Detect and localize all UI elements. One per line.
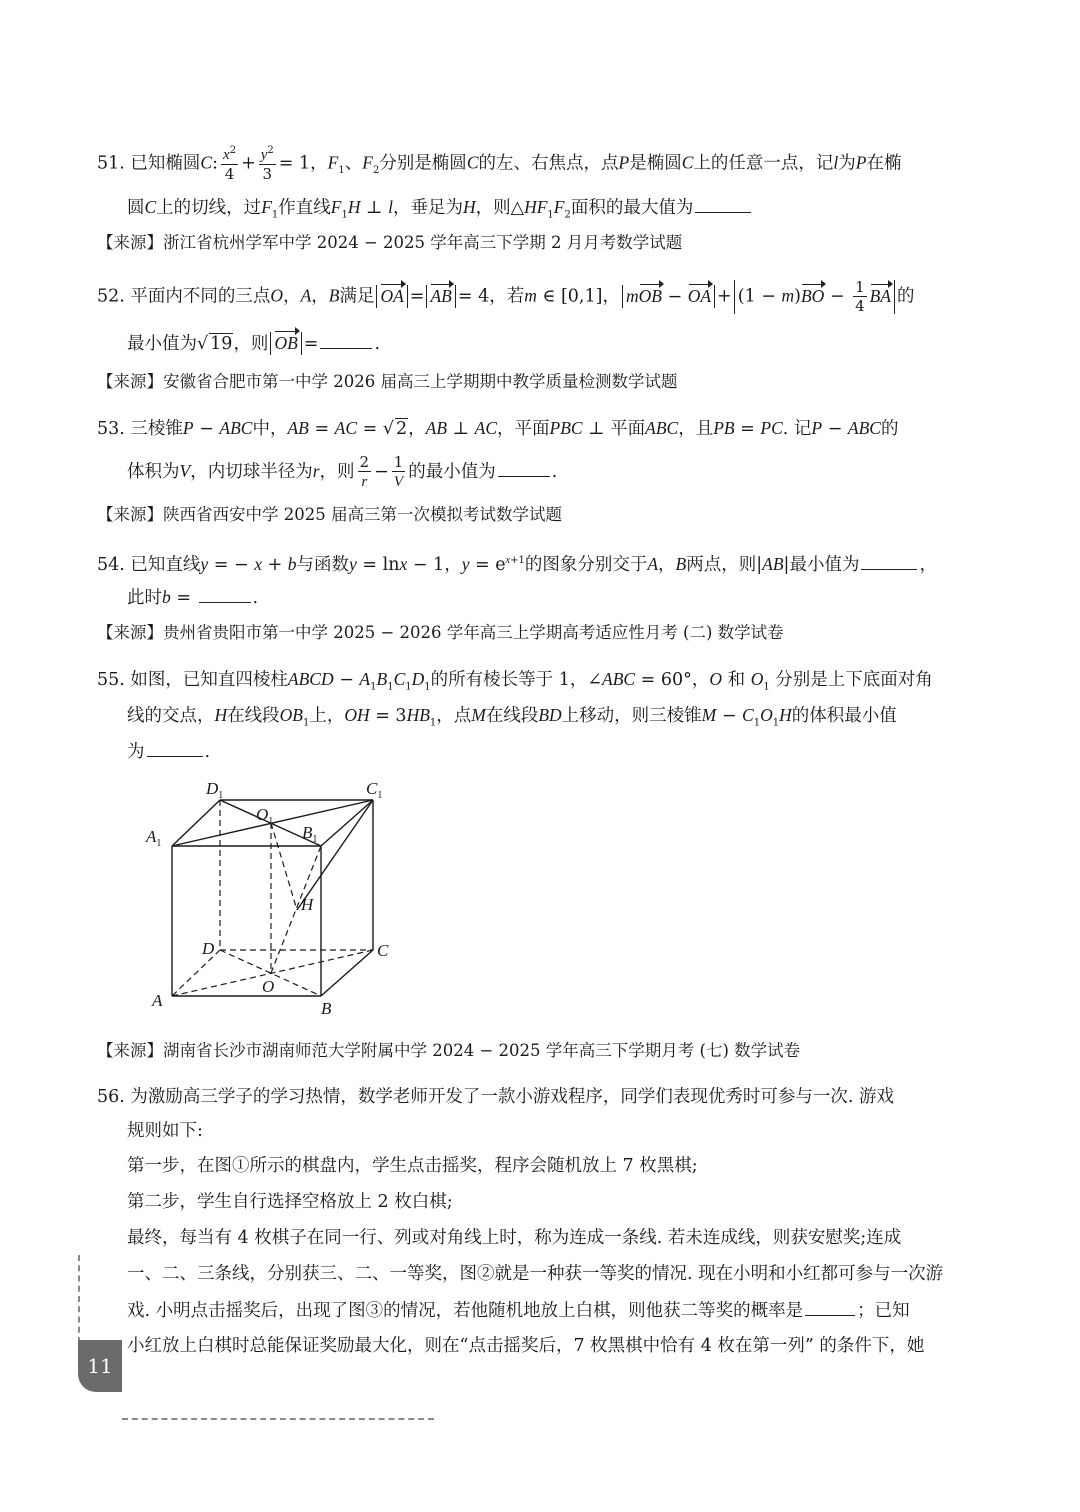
q56-line2: 规则如下: [127,1121,203,1141]
edge-bc [321,950,373,996]
q56-line1: 56. 为激励高三学子的学习热情，数学老师开发了一款小游戏程序，同学们表现优秀时可参与一次. 游戏 [97,1087,895,1107]
edge-b1c1 [321,800,373,846]
answer-blank [199,582,251,603]
page-number: 11 [78,1340,122,1392]
label-d1: $D_1$ [206,779,224,801]
q56-line5: 最终，每当有 4 枚棋子在同一行、列或对角线上时，称为连成一条线. 若未连成线，则获安慰奖;连成 [127,1228,902,1248]
edge-d1a1 [172,800,220,846]
q51-line1: 51. 已知椭圆C: $\frac{x^2}{4}$ + $\frac{y^2}{3}$ = 1，$F_1$、$F_2$分别是椭圆C的左、右焦点，点P是椭圆C上的任意一点，记l为P在椭 [97,145,902,183]
q52-line2: 最小值为√ 19，则 OB = . [127,328,380,359]
label-a1: $A_1$ [146,827,162,849]
q55-source: 【来源】湖南省长沙市湖南师范大学附属中学 2024 − 2025 学年高三下学期月考 (七) 数学试卷 [97,1041,801,1060]
q56-line3: 第一步，在图①所示的棋盘内，学生点击摇奖，程序会随机放上 7 枚黑棋; [127,1156,698,1176]
q55-line2: 线的交点，H在线段$OB_1$上，OH = $3HB_1$，点M在线段BD上移动，则三棱锥$M - C_1O_1H$的体积最小值 [127,705,897,729]
line-ob1 [271,846,321,973]
answer-blank [861,549,917,570]
answer-blank [498,456,550,477]
q52-number: 52. [97,286,125,307]
q53-line2: 体积为V，内切球半径为r，则 $\frac{2}{r}$ − $\frac{1}{V}$ 的最小值为 . [127,453,558,490]
q54-source: 【来源】贵州省贵阳市第一中学 2025 − 2026 学年高三上学期高考适应性月考 (二) 数学试卷 [97,623,784,642]
label-o1: $O_1$ [256,805,274,827]
q51-number: 51. [97,153,125,174]
answer-blank [147,736,203,757]
q53-number: 53. [97,419,125,439]
q52-line1: 52. 平面内不同的三点O，A，B满足 OA = AB = 4，若m ∈ [0,1]， mOB − OA + (1 − m)BO − $\frac{1}{4}$ BA 的 [97,278,915,315]
label-d: D [202,939,215,958]
label-a: A [152,991,163,1010]
q56-line7: 戏. 小明点击摇奖后，出现了图③的情况，若他随机地放上白棋，则他获二等奖的概率是 ；已知 [127,1295,910,1326]
q52-source: 【来源】安徽省合肥市第一中学 2026 届高三上学期期中教学质量检测数学试题 [97,372,678,391]
answer-blank [805,1295,855,1316]
q56-line6: 一、二、三条线，分别获三、二、一等奖，图②就是一种获一等奖的情况. 现在小明和小红都可参与一次游 [127,1264,944,1284]
line-c1h [297,800,373,910]
label-b: B [321,999,332,1018]
label-h: H [301,895,314,914]
margin-dashed-line [78,1255,80,1343]
label-o: O [262,977,275,996]
q56-number: 56. [97,1087,125,1107]
label-c: C [377,941,389,960]
q53-source: 【来源】陕西省西安中学 2025 届高三第一次模拟考试数学试题 [97,505,562,524]
q51-line2: 圆C上的切线，过$F_1$作直线$F_1H$ ⊥ l，垂足为H，则$\triangle HF_1F_2$面积的最大值为 [127,192,753,231]
q53-line1: 53. 三棱锥P − ABC中，AB = AC = √ 2，AB ⊥ AC，平面PBC ⊥ 平面ABC，且PB = PC. 记P − ABC的 [97,418,899,439]
q55-line3: 为 . [127,736,210,767]
q56-line8: 小红放上白棋时总能保证奖励最大化，则在“点击摇奖后，7 枚黑棋中恰有 4 枚在第一列” 的条件下，她 [127,1336,925,1356]
q56-line4: 第二步，学生自行选择空格放上 2 枚白棋; [127,1192,453,1212]
answer-blank [320,328,372,349]
label-b1: $B_1$ [302,823,318,845]
q55-line1: 55. 如图，已知直四棱柱ABCD − $A_1B_1C_1D_1$的所有棱长等于 1，∠ABC = 60°，O 和 $O_1$ 分别是上下底面对角 [97,669,933,693]
line-o1h [271,823,297,910]
q54-number: 54. [97,554,125,575]
prism-figure [140,778,410,1018]
footer-dashed-line [122,1418,434,1420]
label-c1: $C_1$ [366,779,383,801]
q54-line2: 此时b = . [127,582,258,613]
q55-number: 55. [97,670,125,690]
q54-line1: 54. 已知直线y = − x + b与函数y = lnx − 1，$y = e^{x+1}$的图象分别交于A，B两点，则|AB|最小值为 ， [97,546,937,580]
q51-source: 【来源】浙江省杭州学军中学 2024 − 2025 学年高三下学期 2 月月考数学试题 [97,233,683,252]
answer-blank [695,192,751,213]
